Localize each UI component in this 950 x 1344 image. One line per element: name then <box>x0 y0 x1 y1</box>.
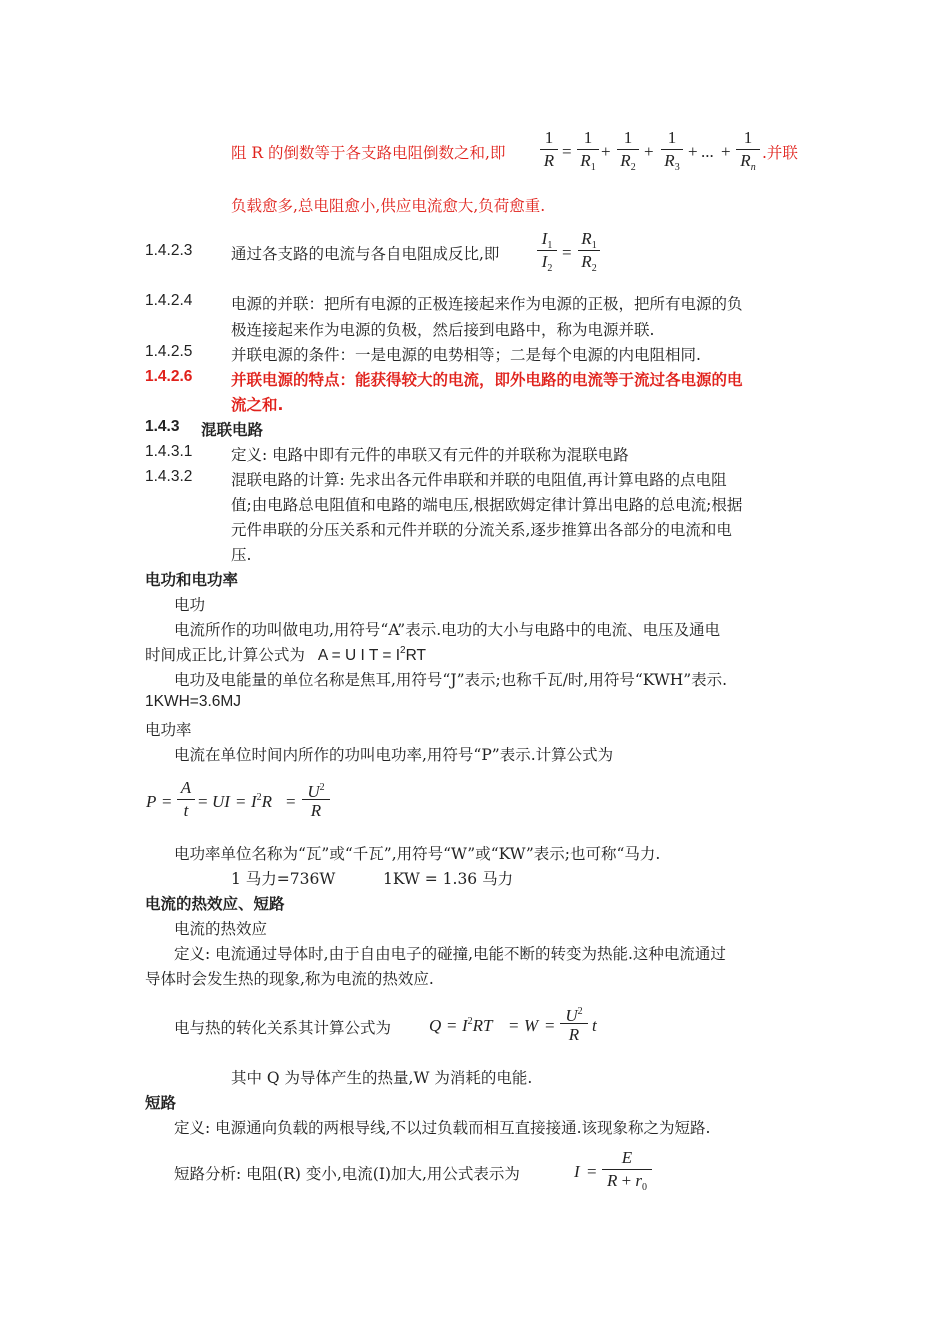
formula-symbol: $I^2R$ <box>251 792 273 811</box>
parallel-load-text: 负载愈多,总电阻愈小,供应电流愈大,负荷愈重. <box>231 197 546 215</box>
paragraph: 定义: 电源通向负载的两根导线,不以过负载而相互直接接通.该现象称之为短路. <box>174 1119 711 1137</box>
paragraph: 时间成正比,计算公式为 A = U I $T = I^2RT$ <box>145 645 426 664</box>
item-text: 电源的并联：把所有电源的正极连接起来作为电源的正极，把所有电源的负 <box>231 295 743 313</box>
plus-sign: + <box>644 142 654 161</box>
power-subheading: 电功 <box>174 596 206 614</box>
frac-1-over-R1: 1 $R_1$ <box>577 128 599 171</box>
short-circuit-heading: 短路 <box>145 1094 177 1112</box>
paragraph: 电与热的转化关系其计算公式为 <box>174 1019 392 1037</box>
heat-subheading: 电流的热效应 <box>174 920 268 938</box>
frac-A-over-t: A t <box>177 778 195 821</box>
item-number: 1.4.2.5 <box>145 343 193 360</box>
item-number: 1.4.2.4 <box>145 292 193 309</box>
formula-symbol: UI <box>212 792 230 811</box>
equals-sign: = <box>562 142 572 161</box>
frac-1-over-R3: 1 $R_3$ <box>661 128 683 171</box>
paragraph: 其中 Q 为导体产生的热量,W 为消耗的电能. <box>231 1069 533 1087</box>
unit-conversion: 1 马力=736W <box>231 870 336 888</box>
paragraph: 电功率单位名称为“瓦”或“千瓦”,用符号“W”或“KW”表示;也可称“马力. <box>174 845 661 863</box>
equals-sign: = <box>545 1016 555 1035</box>
equals-sign: = <box>587 1162 597 1181</box>
plus-sign: + <box>601 142 611 161</box>
item-number: 1.4.2.6 <box>145 368 193 385</box>
item-text-cont: 元件串联的分压关系和元件并联的分流关系,逐步推算出各部分的电流和电 <box>231 521 732 539</box>
frac-1-over-Rn: 1 $R_n$ <box>736 128 760 171</box>
equals-sign: = <box>198 792 208 811</box>
parallel-resistance-text: 阻 R 的倒数等于各支路电阻倒数之和,即 <box>231 144 506 162</box>
ellipsis: ... <box>701 142 714 161</box>
item-text-cont: 极连接起来作为电源的负极，然后接到电路中，称为电源并联. <box>231 321 655 339</box>
power-heading: 电功和电功率 <box>145 571 239 589</box>
frac-U2-over-R: $U^2$ R <box>302 778 330 821</box>
paragraph: 电功及电能量的单位名称是焦耳,用符号“J”表示;也称千瓦/时,用符号“KWH”表示. <box>174 671 728 689</box>
item-number: 1.4.3.1 <box>145 443 193 460</box>
equals-sign: = <box>236 792 246 811</box>
item-text: 定义: 电路中即有元件的串联又有元件的并联称为混联电路 <box>231 446 629 464</box>
frac-I1-over-I2: $I_1$ $I_2$ <box>537 229 557 272</box>
item-text-cont: 压. <box>231 546 252 564</box>
frac-U2-over-R: $U^2$ R <box>560 1002 588 1045</box>
equals-sign: = <box>162 792 172 811</box>
paragraph: 电流所作的功叫做电功,用符号“A”表示.电功的大小与电路中的电流、电压及通电 <box>174 621 721 639</box>
section-number: 1.4.3 <box>145 418 180 435</box>
unit-conversion: 1KW = 1.36 马力 <box>383 870 514 888</box>
frac-1-over-R2: 1 $R_2$ <box>617 128 639 171</box>
item-text-highlight: 并联电源的特点：能获得较大的电流，即外电路的电流等于流过各电源的电 <box>231 371 743 389</box>
item-text: 混联电路的计算: 先求出各元件串联和并联的电阻值,再计算电路的点电阻 <box>231 471 727 489</box>
paragraph: 1KWH=3.6MJ <box>145 693 242 710</box>
item-number: 1.4.2.3 <box>145 242 193 259</box>
parallel-tail-text: .并联 <box>762 144 798 162</box>
equals-sign: = <box>286 792 296 811</box>
formula-symbol: $I^2RT$ <box>462 1016 493 1035</box>
equals-sign: = <box>562 243 572 262</box>
plus-sign: + <box>721 142 731 161</box>
equals-sign: = <box>509 1016 519 1035</box>
power-subheading: 电功率 <box>145 721 192 739</box>
formula-symbol: P <box>146 792 157 811</box>
section-title: 混联电路 <box>201 421 264 439</box>
plus-sign: + <box>688 142 698 161</box>
frac-E-over-R-plus-r0: E $R + r_0$ <box>602 1148 652 1191</box>
formula-symbol: I <box>574 1162 580 1181</box>
item-number: 1.4.3.2 <box>145 468 193 485</box>
paragraph: 电流在单位时间内所作的功叫电功率,用符号“P”表示.计算公式为 <box>174 746 614 764</box>
frac-R1-over-R2: $R_1$ $R_2$ <box>578 229 600 272</box>
frac-1-over-R: 1 R <box>540 128 558 171</box>
formula-symbol: Q <box>429 1016 442 1035</box>
paragraph: 短路分析: 电阻(R) 变小,电流(I)加大,用公式表示为 <box>174 1165 520 1183</box>
formula-symbol: t <box>592 1016 597 1035</box>
formula-symbol: W <box>524 1016 539 1035</box>
paragraph: 导体时会发生热的现象,称为电流的热效应. <box>145 970 434 988</box>
item-text-highlight-cont: 流之和. <box>231 396 284 414</box>
item-text: 通过各支路的电流与各自电阻成反比,即 <box>231 245 500 263</box>
equals-sign: = <box>447 1016 457 1035</box>
item-text: 并联电源的条件：一是电源的电势相等；二是每个电源的内电阻相同. <box>231 346 701 364</box>
heat-heading: 电流的热效应、短路 <box>145 895 285 913</box>
item-text-cont: 值;由电路总电阻值和电路的端电压,根据欧姆定律计算出电路的总电流;根据 <box>231 496 743 514</box>
paragraph: 定义: 电流通过导体时,由于自由电子的碰撞,电能不断的转变为热能.这种电流通过 <box>174 945 726 963</box>
